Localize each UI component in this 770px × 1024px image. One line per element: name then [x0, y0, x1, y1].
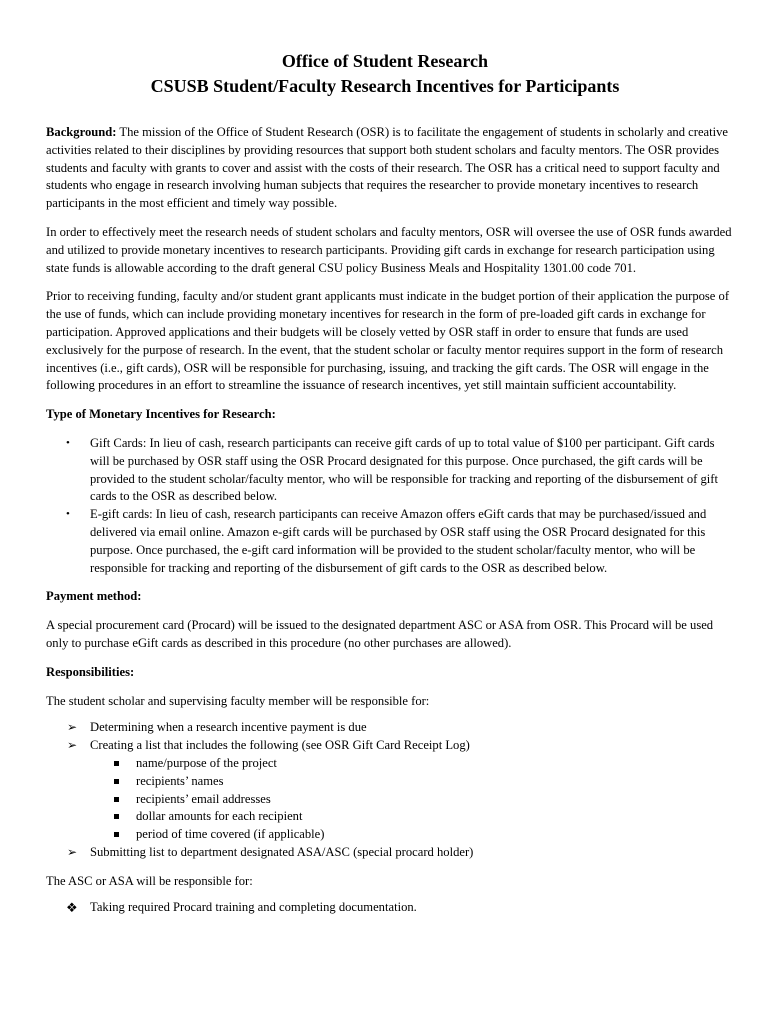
- square-bullet-icon: [114, 779, 119, 784]
- sublist-item: [90, 773, 732, 791]
- paragraph-osr-oversight: In order to effectively meet the research needs of student scholars and faculty mentors, OSR will oversee the use of OSR funds awarded and utilized to provide monetary incentives to research participants. Providing gift cards in exchange for research participation using state funds is allowable according to the draft general CSU policy Business Meals and Hospitality 1301.00 code 701.: [46, 224, 732, 275]
- arrow-bullet-icon: ➢: [67, 720, 78, 735]
- document-title-line2: CSUSB Student/Faculty Research Incentives for Participants: [150, 76, 620, 96]
- document-body: [46, 124, 732, 917]
- sublist-item: [90, 826, 732, 844]
- list-item-create-list: [46, 737, 732, 844]
- square-bullet-icon: [114, 832, 119, 837]
- student-responsibilities-list: [46, 719, 732, 861]
- list-item-procard-training: [46, 899, 732, 917]
- sublist-item-text: recipients’ email addresses: [136, 791, 271, 806]
- responsibilities-intro: The student scholar and supervising faculty member will be responsible for:: [46, 693, 430, 708]
- list-item-gift-cards: [46, 435, 732, 506]
- asc-responsibilities-intro: The ASC or ASA will be responsible for:: [46, 873, 253, 888]
- incentive-types-list: [46, 435, 732, 577]
- egift-cards-text: E-gift cards: In lieu of cash, research participants can receive Amazon offers eGift cards that may be purchased/issued and delivered via email online. Amazon e-gift cards will be purchased by OSR staff using the OSR Procard designated for this purpose. Once purchased, the e-gift card information will be provided to the student scholar/faculty mentor, who will be responsible for tracking and reporting of the disbursement of gift cards to the OSR as described below.: [90, 507, 707, 575]
- document-title-line1: Office of Student Research: [281, 51, 489, 71]
- bullet-icon: •: [66, 508, 70, 521]
- arrow-bullet-icon: ➢: [67, 844, 78, 859]
- create-list-text: Creating a list that includes the following (see OSR Gift Card Receipt Log): [90, 738, 470, 753]
- payment-method-text: A special procurement card (Procard) will be issued to the designated department ASC or ASA from OSR. This Procard will be used only to purchase eGift cards as described in this procedure (no other purchases are allowed).: [46, 618, 714, 650]
- list-item-determine-payment: [46, 719, 732, 737]
- sublist-item-text: recipients’ names: [136, 773, 224, 788]
- background-text: The mission of the Office of Student Research (OSR) is to facilitate the engagement of students in scholarly and creative activities related to their disciplines by providing resources that support both student scholars and faculty mentors. The OSR provides students and faculty with grants to cover and assist with the costs of their research. The OSR has a critical need to support faculty and students who engage in research involving human subjects that requires the researcher to provide monetary incentives to research participants in the most efficient and timely way possible.: [46, 125, 729, 211]
- list-item-egift-cards: [46, 506, 732, 577]
- heading-responsibilities: Responsibilities:: [46, 664, 135, 679]
- submit-list-text: Submitting list to department designated ASA/ASC (special procard holder): [90, 844, 474, 859]
- square-bullet-icon: [114, 761, 119, 766]
- sublist-item: [90, 755, 732, 773]
- sublist-item: [90, 808, 732, 826]
- sublist-item-text: period of time covered (if applicable): [136, 827, 325, 842]
- bullet-icon: •: [66, 436, 70, 449]
- arrow-bullet-icon: ➢: [67, 738, 78, 753]
- diamond-bullet-icon: ❖: [66, 900, 78, 916]
- sublist-item-text: name/purpose of the project: [136, 755, 277, 770]
- list-item-submit-list: [46, 844, 732, 862]
- heading-incentive-types: Type of Monetary Incentives for Research:: [46, 407, 276, 422]
- gift-cards-text: Gift Cards: In lieu of cash, research participants can receive gift cards of up to total value of $100 per participant. Gift cards will be purchased by OSR staff using the OSR Procard designated for this purpose. Once purchased, the gift cards will be provided to the student scholar/faculty mentor, who will be responsible for tracking and reporting of the disbursement of gift cards to the OSR as described below.: [90, 435, 718, 504]
- background-paragraph: [46, 124, 732, 213]
- square-bullet-icon: [114, 797, 119, 802]
- heading-payment-method: Payment method:: [46, 589, 142, 604]
- list-contents-sublist: [90, 755, 732, 844]
- asc-responsibilities-list: [46, 899, 732, 917]
- background-label: Background:: [46, 125, 117, 139]
- square-bullet-icon: [114, 814, 119, 819]
- sublist-item-text: dollar amounts for each recipient: [136, 809, 303, 824]
- sublist-item: [90, 791, 732, 809]
- paragraph-funding-requirements: Prior to receiving funding, faculty and/or student grant applicants must indicate in the budget portion of their application the purpose of the use of funds, which can include providing monetary incentives for research in the form of pre-loaded gift cards in exchange for participation. Approved applications and their budgets will be closely vetted by OSR staff in order to ensure that funds are used exclusively for the purpose of research. In the event, that the student scholar or faculty mentor requires support in the form of research incentives (i.e., gift cards), OSR will be responsible for purchasing, issuing, and tracking the gift cards. The OSR will engage in the following procedures in an effort to streamline the issuance of research incentives, yet still maintain sufficient accountability.: [46, 289, 730, 393]
- determine-payment-text: Determining when a research incentive payment is due: [90, 720, 367, 735]
- procard-training-text: Taking required Procard training and completing documentation.: [90, 900, 417, 915]
